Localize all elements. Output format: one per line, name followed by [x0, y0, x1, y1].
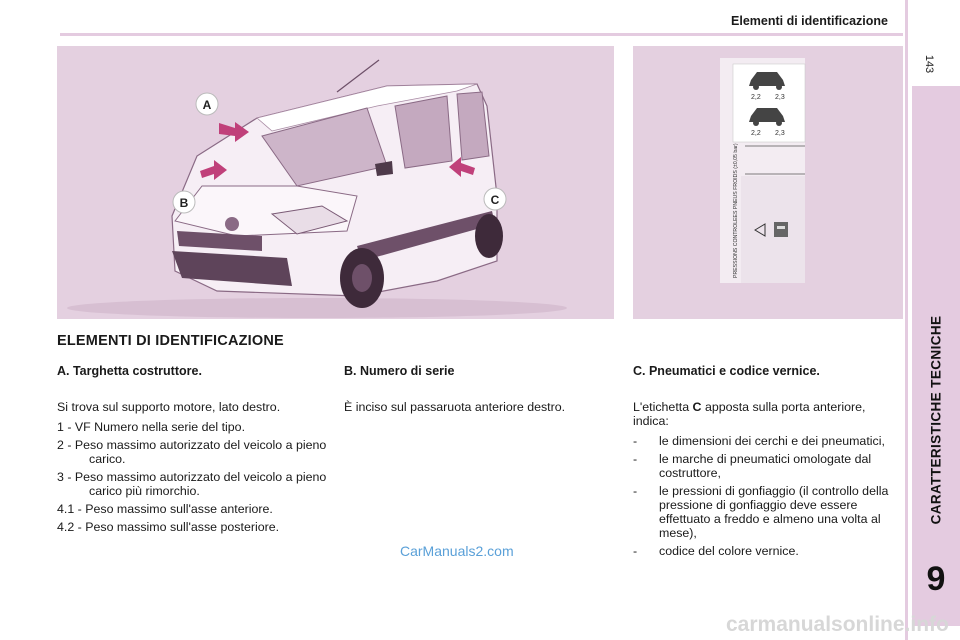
item-text: codice del colore vernice. — [659, 544, 799, 558]
watermark-footer: carmanualsonline.info — [726, 613, 949, 636]
item-text: Peso massimo sull'asse anteriore. — [85, 502, 273, 516]
item-text: le marche di pneumatici omologate dal costruttore, — [659, 452, 872, 480]
list-item — [57, 502, 332, 516]
item-text: le dimensioni dei cerchi e dei pneumatici, — [659, 434, 885, 448]
list-item — [57, 520, 332, 534]
page-number: 143 — [922, 54, 935, 74]
list-item: - codice del colore vernice. — [633, 544, 799, 558]
page-header-title: Elementi di identificazione — [731, 14, 888, 28]
label-b: B — [179, 196, 189, 210]
column-c — [633, 364, 901, 562]
pressure-front-1: 2,2 — [751, 94, 761, 101]
item-number: 3 - — [57, 470, 75, 484]
list-item: - le dimensioni dei cerchi e dei pneumatici, — [633, 434, 885, 448]
intro-c: L'etichetta C apposta sulla porta anteriore, indica: — [633, 400, 866, 428]
chapter-title: CARATTERISTICHE TECNICHE — [928, 315, 944, 525]
heading-c: C. Pneumatici e codice vernice. — [633, 364, 820, 378]
label-a: A — [202, 98, 212, 112]
item-text: le pressioni di gonfiaggio (il controllo della pressione di gonfiaggio deve essere effettuato a freddo e almeno una volta al mese), — [659, 484, 889, 540]
label-vertical-text: PRESSIONS CONTROLEES PNEUS FROIDS (±0,05 bar) — [733, 143, 739, 278]
item-text: Peso massimo autorizzato del veicolo a pieno carico più rimorchio. — [74, 470, 327, 498]
label-c: C — [490, 193, 500, 207]
item-text: Peso massimo autorizzato del veicolo a pieno carico. — [74, 438, 327, 466]
item-number: 1 - — [57, 420, 75, 434]
intro-a: Si trova sul supporto motore, lato destro. — [57, 400, 281, 414]
heading-b: B. Numero di serie — [344, 364, 455, 378]
pressure-rear-2: 2,3 — [775, 130, 785, 137]
heading-a: A. Targhetta costruttore. — [57, 364, 202, 378]
list-item: - le pressioni di gonfiaggio (il controllo della pressione di gonfiaggio deve essere effettuato a freddo e almeno una volta al mese), — [633, 484, 889, 540]
list-item — [57, 470, 332, 498]
chapter-number: 9 — [926, 560, 946, 598]
item-number: 2 - — [57, 438, 75, 452]
tyre-label-illustration — [633, 46, 903, 319]
header-rule — [60, 33, 903, 36]
section-title: ELEMENTI DI IDENTIFICAZIONE — [57, 333, 284, 349]
list-item — [57, 420, 332, 434]
item-number: 4.1 - — [57, 502, 86, 516]
text-b: È inciso sul passaruota anteriore destro. — [344, 400, 566, 414]
column-a — [57, 364, 332, 538]
item-text: VF Numero nella serie del tipo. — [74, 420, 246, 434]
list-item — [57, 438, 332, 466]
list-item: - le marche di pneumatici omologate dal costruttore, — [633, 452, 872, 480]
column-b — [344, 364, 584, 420]
pressure-rear-1: 2,3 — [775, 94, 785, 101]
item-text: Peso massimo sull'asse posteriore. — [85, 520, 280, 534]
pressure-front-2: 2,2 — [751, 130, 761, 137]
item-number: 4.2 - — [57, 520, 86, 534]
van-illustration — [57, 46, 614, 319]
sidebar-rule — [905, 0, 908, 640]
watermark-link[interactable]: CarManuals2.com — [400, 543, 514, 559]
